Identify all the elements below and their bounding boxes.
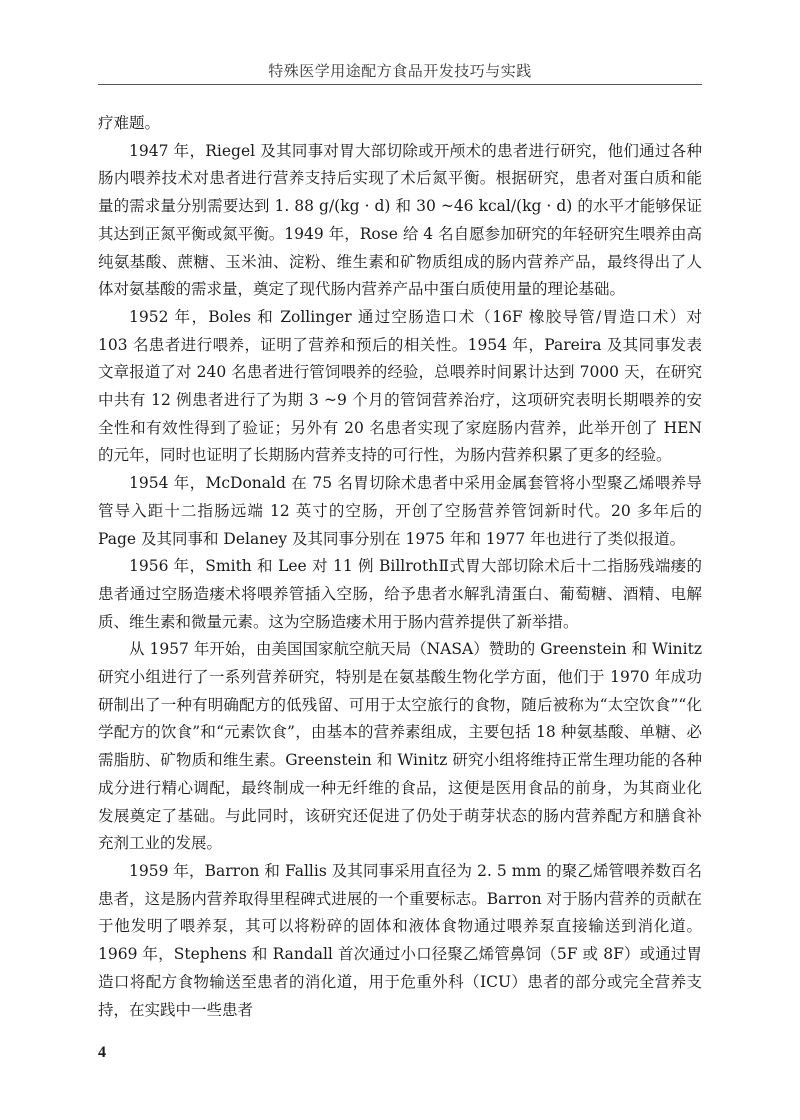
- paragraph: 1959 年，Barron 和 Fallis 及其同事采用直径为 2. 5 mm 的聚乙烯管喂养数百名患者，这是肠内营养取得里程碑式进展的一个重要标志。Barron 对于肠内营养的贡献在于他发明了喂养泵，其可以将粉碎的固体和液体食物通过喂养泵直接输送到消化道。1969 年，Stephens 和 Randall 首次通过小口径聚乙烯管鼻饲（5F 或 8F）或通过胃造口将配方食物输送至患者的消化道，用于危重外科（ICU）患者的部分或完全营养支持，在实践中一些患者: [98, 861, 702, 1019]
- paragraph: 1956 年，Smith 和 Lee 对 11 例 BillrothⅡ式胃大部切除术后十二指肠残端瘘的患者通过空肠造瘘术将喂养管插入空肠，给予患者水解乳清蛋白、葡萄糖、酒精、电解质、维生素和微量元素。这为空肠造瘘术用于肠内营养提供了新举措。: [98, 557, 702, 631]
- body-text: [98, 110, 702, 1024]
- paragraph: 1954 年，McDonald 在 75 名胃切除术患者中采用金属套管将小型聚乙烯喂养导管导入距十二指肠远端 12 英寸的空肠，开创了空肠营养管饲新时代。20 多年后的 Page 及其同事和 Delaney 及其同事分别在 1975 年和 1977 年也进行了类似报道。: [98, 474, 702, 548]
- paragraph: 从 1957 年开始，由美国国家航空航天局（NASA）赞助的 Greenstein 和 Winitz 研究小组进行了一系列营养研究，特别是在氨基酸生物化学方面，他们于 1970 年成功研制出了一种有明确配方的低残留、可用于太空旅行的食物，随后被称为“太空饮食”“化学配方的饮食”和“元素饮食”，由基本的营养素组成，主要包括 18 种氨基酸、单糖、必需脂肪、矿物质和维生素。Greenstein 和 Winitz 研究小组将维持正常生理功能的各种成分进行精心调配，最终制成一种无纤维的食品，这便是医用食品的前身，为其商业化发展奠定了基础。与此同时，该研究还促进了仍处于萌芽状态的肠内营养配方和膳食补充剂工业的发展。: [98, 640, 702, 853]
- page-header: 特殊医学用途配方食品开发技巧与实践: [268, 62, 532, 80]
- page-number: 4: [98, 1044, 106, 1061]
- paragraph: 1952 年，Boles 和 Zollinger 通过空肠造口术（16F 橡胶导管/胃造口术）对 103 名患者进行喂养，证明了营养和预后的相关性。1954 年，Pareira 及其同事发表文章报道了对 240 名患者进行管饲喂养的经验，总喂养时间累计达到 7000 天，在研究中共有 12 例患者进行了为期 3 ~9 个月的管饲营养治疗，这项研究表明长期喂养的安全性和有效性得到了验证；另外有 20 名患者实现了家庭肠内营养，此举开创了 HEN 的元年，同时也证明了长期肠内营养支持的可行性，为肠内营养积累了更多的经验。: [98, 307, 702, 465]
- header-rule: [98, 84, 702, 85]
- paragraph: 疗难题。: [98, 114, 161, 132]
- paragraph: 1947 年，Riegel 及其同事对胃大部切除或开颅术的患者进行研究，他们通过各种肠内喂养技术对患者进行营养支持后实现了术后氮平衡。根据研究，患者对蛋白质和能量的需求量分别需要达到 1. 88 g/(kg · d) 和 30 ~46 kcal/(kg · d) 的水平才能够保证其达到正氮平衡或氮平衡。1949 年，Rose 给 4 名自愿参加研究的年轻研究生喂养由高纯氨基酸、蔗糖、玉米油、淀粉、维生素和矿物质组成的肠内营养产品，最终得出了人体对氨基酸的需求量，奠定了现代肠内营养产品中蛋白质使用量的理论基础。: [98, 141, 702, 299]
